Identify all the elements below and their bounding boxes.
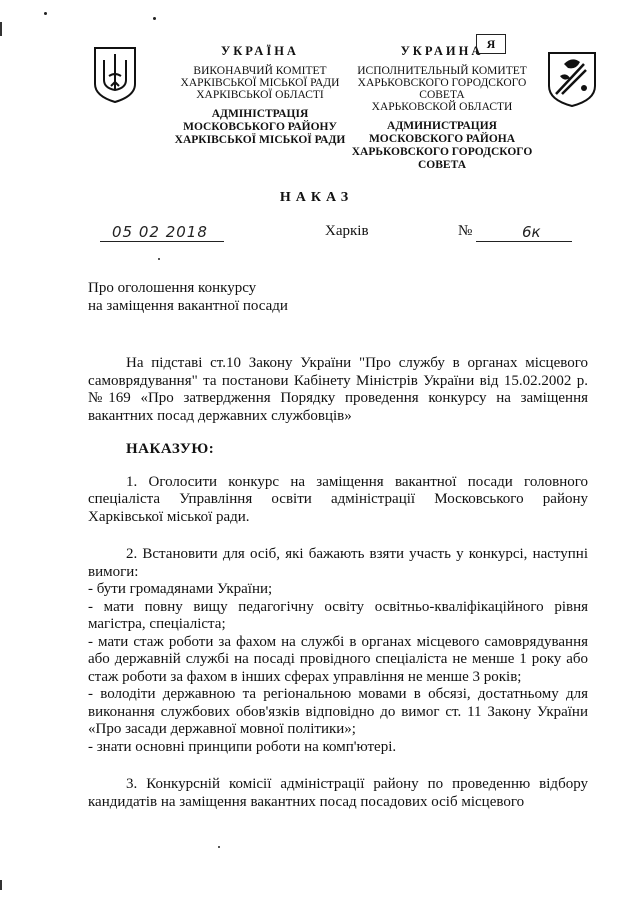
header-left-admin-line: АДМІНІСТРАЦІЯ <box>211 108 309 120</box>
trident-emblem-icon <box>92 46 138 104</box>
scan-edge-mark <box>0 880 2 890</box>
header-left-line: ВИКОНАВЧИЙ КОМІТЕТ <box>193 65 327 77</box>
document-city: Харків <box>325 223 369 239</box>
document-subject <box>88 279 288 315</box>
scan-speck <box>218 846 220 848</box>
document-number-label: № <box>458 223 473 239</box>
scan-speck <box>158 258 160 260</box>
header-right-admin-line: МОСКОВСКОГО РАЙОНА <box>368 133 516 145</box>
requirement-item: - бути громадянами України; <box>88 581 273 597</box>
document-number: 6к <box>476 223 572 242</box>
header-left-block <box>160 44 360 147</box>
scan-speck <box>153 17 156 20</box>
scan-speck <box>44 12 47 15</box>
document-title: НАКАЗ <box>279 190 354 205</box>
header-left-line: ХАРКІВСЬКОЇ МІСЬКОЇ РАДИ <box>180 77 340 89</box>
country-name-ru: УКРАИНА <box>400 44 484 58</box>
order-item-3: 3. Конкурсній комісії адміністрації району по проведенню відбору кандидатів на заміщення вакантних посад посадових осіб місцевого <box>88 776 588 810</box>
order-item-1: 1. Оголосити конкурс на заміщення вакантної посади головного спеціаліста Управління освіти адміністрації Московського району Харківської міської ради. <box>88 473 588 525</box>
header-right-block <box>342 44 542 172</box>
header-right-admin-line: АДМИНИСТРАЦИЯ <box>387 120 497 132</box>
registration-stamp: Я <box>476 34 506 54</box>
header-right-line: ИСПОЛНИТЕЛЬНЫЙ КОМИТЕТ <box>357 65 527 77</box>
kharkiv-city-emblem-icon <box>546 50 598 108</box>
requirement-item: - мати повну вищу педагогічну освіту освітньо-кваліфікаційного рівня магістра, спеціаліста; <box>88 598 588 632</box>
scan-edge-mark <box>0 22 2 36</box>
requirement-item: - володіти державною та регіональною мовами в обсязі, достатньому для виконання службових обов'язків відповідно до вимог ст. 11 Закону України «Про засади державної мовної політики»; <box>88 686 588 737</box>
subject-line: на заміщення вакантної посади <box>88 298 288 314</box>
country-name-ua: УКРАЇНА <box>221 44 299 58</box>
header-left-admin-line: ХАРКІВСЬКОЇ МІСЬКОЇ РАДИ <box>174 134 346 146</box>
header-right-line: ХАРЬКОВСКОЙ ОБЛАСТИ <box>371 101 513 113</box>
header-right-admin-line: ХАРЬКОВСКОГО ГОРОДСКОГО СОВЕТА <box>351 146 533 171</box>
preamble-paragraph: На підставі ст.10 Закону України "Про службу в органах місцевого самоврядування" та постанови Кабінету Міністрів України від 15.02.2002 р. №169 «Про затвердження Порядку проведення конкурсу на заміщення вакантних посад державних службовців» <box>88 355 588 424</box>
document-date: 05 02 2018 <box>100 223 224 242</box>
subject-line: Про оголошення конкурсу <box>88 280 257 296</box>
header-left-line: ХАРКІВСЬКОЇ ОБЛАСТІ <box>196 89 324 101</box>
requirement-item: - знати основні принципи роботи на комп'ютері. <box>88 738 397 755</box>
order-item-2-intro: 2. Встановити для осіб, які бажають взяти участь у конкурсі, наступні вимоги: <box>88 546 588 580</box>
header-left-admin-line: МОСКОВСЬКОГО РАЙОНУ <box>183 121 337 133</box>
order-heading: НАКАЗУЮ: <box>126 441 215 457</box>
header-right-line: ХАРЬКОВСКОГО ГОРОДСКОГО СОВЕТА <box>357 77 527 101</box>
document-body <box>88 355 588 811</box>
requirement-item: - мати стаж роботи за фахом на службі в органах місцевого самоврядування або державній службі на посаді провідного спеціаліста не менше 1 року або стаж роботи за фахом в інших сферах управління не менше 3 років; <box>88 633 588 685</box>
